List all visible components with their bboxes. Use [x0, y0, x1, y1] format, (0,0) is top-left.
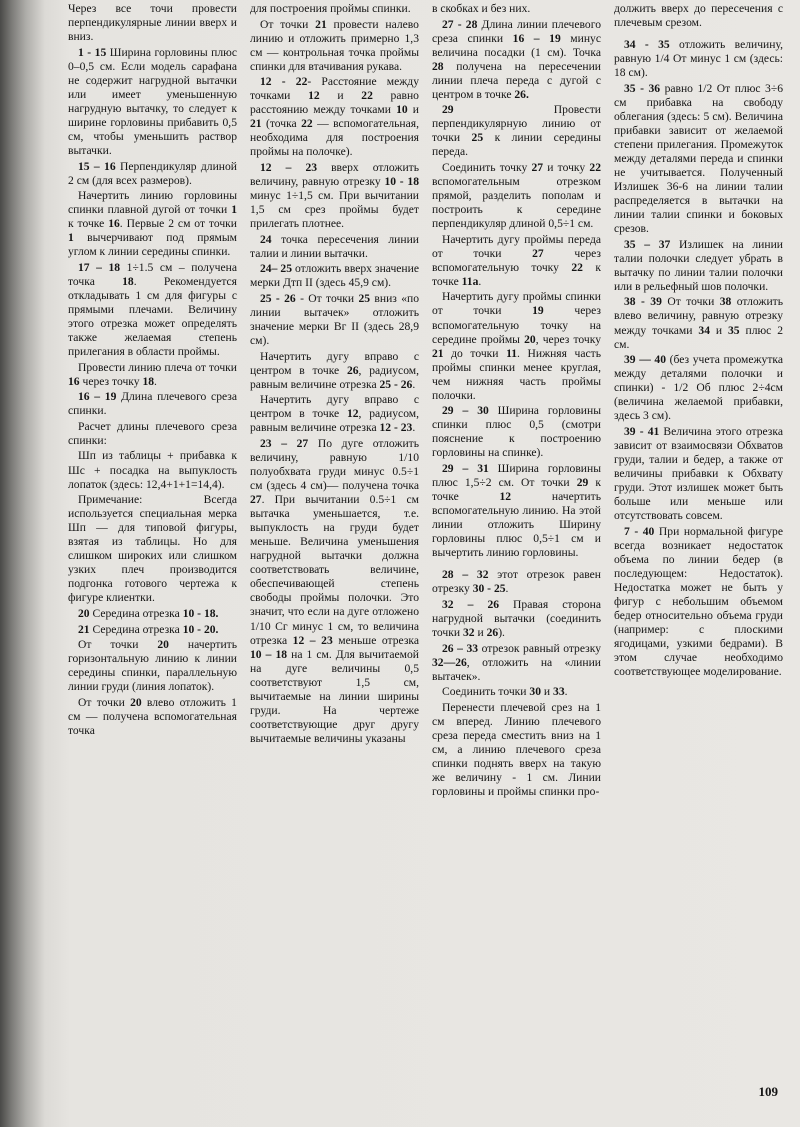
text-run: для построения проймы спинки.	[250, 2, 411, 15]
text-run: Начертить дугу вправо с центром в точке	[250, 349, 419, 377]
text-run: через вспомогательную точку на середине проймы	[432, 304, 601, 346]
text-run: . При вычитании 0.5÷1 см вытачка уменьшается, т.е. выпуклость на груди будет меньше. Величина уменьшения нагрудной вытачки должна соответствовать величине, обеспечивающей степень свободы проймы полочки. Это значит, что если на дуге отложено 1/10 Сг минус 1 см, то величина отрезка	[250, 493, 419, 647]
text-run: и	[407, 103, 419, 117]
text-run: к линии середины переда.	[432, 131, 601, 159]
text-run: минус 1÷1,5 см. При вычитании 1,5 см срез проймы будет прилегать плотнее.	[250, 189, 419, 231]
paragraph	[432, 161, 601, 231]
point-reference: 27	[531, 161, 544, 175]
text-run: Ширина горловины спинки плюс 0,5 (смотри пояснение к построению горловины на спинке).	[432, 404, 601, 460]
paragraph	[68, 607, 237, 621]
point-reference: 39 — 40	[624, 353, 667, 367]
text-run: плюс 2 см.	[614, 323, 783, 351]
paragraph	[68, 2, 237, 44]
paragraph	[614, 38, 783, 80]
text-run: .	[412, 421, 416, 435]
point-reference: 26	[346, 363, 359, 377]
text-run: до точки	[443, 346, 507, 360]
paragraph	[432, 404, 601, 460]
paragraph	[68, 696, 237, 738]
paragraph	[432, 701, 601, 799]
point-reference: 35 – 37	[624, 237, 671, 251]
paragraph	[68, 390, 237, 418]
text-run: , радиусом, равным величине отрезка	[250, 407, 419, 435]
text-run: отложить величину, равную 1/4 От минус 1 см (здесь: 18 см).	[614, 38, 783, 80]
paragraph	[432, 462, 601, 560]
point-reference: 23 – 27	[260, 436, 309, 450]
text-run: Начертить дугу проймы спинки от точки	[432, 290, 601, 318]
point-reference: 20	[157, 638, 169, 652]
point-reference: 32	[462, 626, 475, 640]
text-run: Длина линии плечевого среза спинки	[432, 17, 601, 45]
text-run: Начертить дугу проймы переда от точки	[432, 232, 601, 260]
point-reference: 24	[260, 232, 272, 246]
text-column-4	[614, 2, 783, 1062]
text-run: Ширина горловины плюс 0–0,5 см. Если модель сарафана не содержит нагрудной вытачки или имеет уменьшенную нагрудную вытачку, то следует к ширине горловины прибавить 0,5 см, чтобы уменьшить раствор вытачки.	[68, 45, 237, 157]
paragraph	[68, 46, 237, 158]
point-reference: 26.	[514, 87, 529, 101]
text-run: .	[564, 685, 568, 699]
text-run: этот отрезок равен отрезку	[432, 568, 601, 596]
paragraph	[614, 82, 783, 237]
text-run: При нормальной фигуре всегда возникает недостаток объема по линии бедер (в последующем: Недостаток). Недостатка может не быть у фигур с небольшим объемом бедер относительно объема груди (например: с плоскими ягодицами, узкими бедрами). В этом случае необходимо соответствующее моделирование.	[614, 524, 783, 679]
point-reference: 27 - 28	[442, 17, 478, 31]
point-reference: 11	[506, 346, 518, 360]
point-reference: 29	[576, 476, 589, 490]
text-run: Излишек на линии талии полочки следует убрать в вытачку по линии талии полочки или в рельефный шов полочки.	[614, 237, 783, 293]
text-run: Величина этого отрезка зависит от взаимосвязи Обхватов груди, талии и бедер, а также от величины прибавки к Обхвату груди. Этот излишек может быть больше или меньше или отсутствовать совсем.	[614, 424, 783, 523]
text-run: на 1 см. Для вычитаемой на дуге величины 0,5 соответствуют 1,5 см, вычитаемые на линии ширины груди. На чертеже соответствующие друг другу вычитаемые величины указаны	[250, 647, 419, 745]
point-reference: 12	[499, 490, 512, 504]
text-run: - Расстояние между точками	[250, 75, 419, 103]
point-reference: 18	[122, 274, 134, 288]
point-reference: 38 - 39	[624, 295, 662, 309]
point-reference: 15 – 16	[78, 159, 116, 173]
text-run: вверх отложить величину, равную отрезку	[250, 161, 419, 189]
text-run: и	[319, 89, 362, 103]
paragraph	[250, 292, 419, 348]
point-reference: 25 - 26	[379, 377, 413, 391]
text-run: ).	[498, 626, 505, 640]
paragraph	[250, 161, 419, 231]
text-run: (точка	[261, 117, 302, 131]
paragraph	[250, 393, 419, 435]
text-run: Через все точи провести перпендикулярные линии вверх и вниз.	[68, 2, 237, 44]
point-reference: 20	[78, 606, 90, 620]
point-reference: 18	[142, 374, 155, 388]
point-reference: 34	[698, 323, 710, 337]
paragraph	[432, 598, 601, 640]
paragraph	[614, 295, 783, 351]
paragraph	[250, 437, 419, 746]
text-run: Середина отрезка	[89, 606, 183, 620]
text-run: и	[474, 626, 487, 640]
point-reference: 30 - 25	[472, 582, 506, 596]
text-run: отложить влево величину, равную отрезку между точками	[614, 295, 783, 337]
point-reference: 21	[78, 622, 90, 636]
point-reference: 39 - 41	[624, 424, 660, 438]
text-run: Перенести плечевой срез на 1 см вперед. Линию плечевого среза переда сместить вниз на 1 см, а линию плечевого среза спинки поднять вверх на такую же величину - 1 см. Линии горловины и проймы спинки про-	[432, 700, 601, 799]
text-run: . Нижняя часть проймы спинки менее круглая, чем нижняя часть проймы полочки.	[432, 346, 601, 402]
paragraph	[68, 261, 237, 359]
point-reference: 10 - 18.	[182, 606, 219, 620]
text-run: Шп из таблицы + прибавка к Шс + посадка на выпуклость лопаток (здесь: 12,4+1+1=14,4).	[68, 449, 237, 491]
point-reference: 10 - 20.	[182, 622, 219, 636]
text-column-3	[432, 2, 601, 1062]
paragraph	[432, 290, 601, 402]
point-reference: 16 – 19	[512, 31, 561, 45]
text-run: Примечание: Всегда используется специальная мерка Шп — для типовой фигуры, взятая из таблицы. Но для слишком широких или слишком узких плеч производится подгонка готового чертежа к фигуре клиентки.	[68, 493, 237, 605]
text-run: вспомогательным отрезком прямой, разделить пополам и построить к середине перпендикуляр длиной 0,5÷1 см.	[432, 175, 601, 231]
text-run: Перпендикуляр длиной 2 см (для всех размеров).	[68, 159, 237, 187]
text-run: От точки	[78, 695, 131, 709]
text-run: Провести перпендикулярную линию от точки	[432, 103, 601, 145]
text-run: , радиусом, равным величине отрезка	[250, 363, 419, 391]
text-run: (без учета промежутка между деталями полочки и спинки) - 1/2 Об плюс 2÷4см (величина желаемой прибавки, здесь 3 см).	[614, 353, 783, 423]
text-run: к точке	[432, 476, 601, 504]
point-reference: 29 – 31	[442, 462, 489, 475]
text-run: минус величина посадки (1 см). Точка	[432, 31, 601, 59]
text-run: — вспомогательная, необходима для построения проймы на полочке).	[250, 117, 419, 159]
point-reference: 12 – 23	[292, 633, 333, 647]
text-run: . Рекомендуется откладывать 1 см для фигуры с прямыми плечами. Величину этого отрезка может определять также желаемая степень прилегания в области проймы.	[68, 274, 237, 359]
paragraph	[68, 493, 237, 605]
paragraph	[432, 2, 601, 16]
paragraph	[250, 75, 419, 159]
point-reference: 17 – 18	[78, 260, 121, 274]
point-reference: 20	[524, 332, 536, 346]
point-reference: 11a	[461, 274, 479, 288]
paragraph	[432, 568, 601, 596]
paragraph	[68, 449, 237, 491]
paragraph	[250, 18, 419, 74]
text-run: Провести линию плеча от точки	[78, 360, 237, 374]
text-run: Соединить точку	[442, 161, 532, 175]
point-reference: 12 - 22	[260, 75, 308, 89]
text-run: вниз «по линии вытачек» отложить значение мерки Вг II (здесь 28,9 см).	[250, 291, 419, 348]
text-run: .	[412, 377, 416, 391]
text-run: Середина отрезка	[89, 622, 183, 636]
point-reference: 38	[719, 295, 732, 309]
point-reference: 21	[250, 117, 262, 131]
text-run: - От точки	[295, 291, 359, 305]
point-reference: 32 – 26	[442, 597, 500, 611]
paragraph	[68, 638, 237, 694]
point-reference: 1 - 15	[78, 45, 107, 59]
point-reference: 22	[589, 161, 601, 175]
point-reference: 26	[486, 626, 499, 640]
point-reference: 28 – 32	[442, 568, 489, 582]
point-reference: 10	[396, 103, 408, 117]
text-run: к точке	[68, 217, 109, 231]
paragraph	[614, 425, 783, 523]
text-run: Длина плечевого среза спинки.	[68, 390, 237, 418]
paragraph	[68, 420, 237, 448]
text-run: , через точку	[535, 332, 601, 346]
text-column-2	[250, 2, 419, 1062]
paragraph	[614, 238, 783, 294]
text-run: влево отложить 1 см — получена вспомогательная точка	[68, 695, 237, 737]
point-reference: 32—26	[432, 655, 467, 669]
paragraph	[614, 353, 783, 423]
text-run: От точки	[260, 17, 316, 31]
point-reference: 29	[442, 103, 454, 117]
point-reference: 30	[529, 685, 541, 699]
text-run: провести налево линию и отложить примерно 1,3 см — контрольная точка проймы спинки для втачивания рукава.	[250, 17, 419, 73]
text-run: , отложить на «линии вытачек».	[432, 655, 601, 683]
point-reference: 21	[432, 346, 444, 360]
text-run: меньше отрезка	[332, 633, 419, 647]
text-run: Начертить линию горловины спинки плавной дугой от точки	[68, 189, 237, 217]
point-reference: 12 - 23	[379, 421, 413, 435]
point-reference: 19	[532, 304, 544, 318]
text-run: отложить вверх значение мерки Дтп II (здесь 45,9 см).	[250, 262, 419, 290]
paragraph	[68, 189, 237, 259]
point-reference: 22	[301, 117, 313, 131]
text-column-1	[68, 2, 237, 1062]
paragraph	[614, 2, 783, 30]
point-reference: 29 – 30	[442, 404, 489, 418]
paragraph	[432, 18, 601, 102]
point-reference: 16	[108, 217, 120, 231]
point-reference: 33	[553, 685, 565, 699]
text-run: и	[709, 323, 728, 337]
text-run: .	[505, 582, 509, 596]
text-run: .	[154, 374, 157, 388]
text-run: начертить горизонтальную линию к линии середины спинки, параллельную линии груди (линия лопаток).	[68, 638, 237, 694]
paragraph	[250, 262, 419, 290]
point-reference: 27	[532, 246, 544, 260]
text-run: Правая сторона нагрудной вытачки (соединить точки	[432, 597, 601, 640]
point-reference: 27	[250, 493, 262, 507]
text-run: отрезок равный отрезку	[478, 641, 601, 655]
point-reference: 10 – 18	[250, 647, 288, 661]
text-run: Расчет длины плечевого среза спинки:	[68, 419, 237, 447]
text-run: . Первые 2 см от точки	[119, 217, 237, 231]
text-run: равно 1/2 От плюс 3÷6 см прибавка на свободу облегания (здесь: 5 см). Величина прибавки зависит от желаемой степени прилегания. Промежуток между деталями переда и спинки не учитывается. Полученный Излишек 36-6 на линии талии распределяется в вытачки на линии талии спинки и боковых срезов.	[614, 81, 783, 236]
text-run: и точку	[543, 161, 590, 175]
text-run: равно расстоянию между точками	[250, 89, 419, 117]
point-reference: 26 – 33	[442, 641, 479, 655]
text-run: Начертить дугу вправо с центром в точке	[250, 393, 419, 421]
page-number: 109	[758, 1084, 778, 1099]
point-reference: 12 – 23	[260, 161, 318, 175]
point-reference: 35 - 36	[624, 81, 661, 95]
point-reference: 25	[471, 131, 484, 145]
text-run: и	[541, 685, 554, 699]
paragraph	[68, 160, 237, 188]
text-run: .	[478, 274, 482, 288]
point-reference: 16	[68, 374, 80, 388]
point-reference: 1	[231, 203, 237, 217]
text-run: От точки	[78, 638, 158, 652]
point-reference: 25	[358, 291, 371, 305]
paragraph	[68, 623, 237, 637]
point-reference: 20	[130, 695, 142, 709]
paragraph	[432, 103, 601, 159]
text-run: получена на пересечении линии плеча переда с дугой с центром в точке	[432, 59, 601, 101]
paragraph	[432, 685, 601, 699]
text-run: По дуге отложить величину, равную 1/10 полуобхвата груди минус 0.5÷1 см (здесь 4 см)— получена точка	[250, 436, 419, 493]
text-run: точка пересечения линии талии и линии вытачки.	[250, 232, 419, 260]
text-run: должить вверх до пересечения с плечевым срезом.	[614, 2, 783, 30]
point-reference: 1	[68, 231, 74, 245]
text-columns	[68, 2, 783, 1062]
paragraph	[432, 642, 601, 684]
point-reference: 35	[728, 323, 740, 337]
point-reference: 25 - 26	[260, 291, 296, 305]
text-run: начертить вспомогательную линию. На этой линии отложить Ширину горловины плюс 0,5÷1 см и вычертить линию горловины.	[432, 490, 601, 560]
text-run: 1÷1.5 см – получена точка	[68, 260, 237, 288]
text-run: вычерчивают под прямым углом к линии середины спинки.	[68, 231, 237, 259]
point-reference: 22	[571, 260, 583, 274]
point-reference: 24– 25	[260, 262, 293, 276]
point-reference: 34 - 35	[624, 38, 670, 52]
paragraph	[68, 361, 237, 389]
point-reference: 16 – 19	[78, 390, 117, 404]
paragraph	[250, 2, 419, 16]
paragraph	[250, 350, 419, 392]
paragraph	[432, 233, 601, 289]
point-reference: 7 - 40	[624, 524, 655, 538]
text-run: через точку	[79, 374, 143, 388]
point-reference: 22	[361, 89, 373, 103]
point-reference: 10 - 18	[384, 175, 419, 189]
paragraph	[614, 525, 783, 680]
point-reference: 12	[346, 407, 359, 421]
point-reference: 12	[308, 89, 320, 103]
paragraph	[250, 233, 419, 261]
point-reference: 21	[315, 17, 327, 31]
text-run: через вспомогательную точку	[432, 246, 601, 274]
text-run: От точки	[661, 295, 720, 309]
text-run: Соединить точки	[442, 685, 530, 699]
text-run: к точке	[432, 260, 601, 288]
text-run: в скобках и без них.	[432, 2, 531, 15]
point-reference: 28	[432, 59, 444, 73]
text-run: Ширина горловины плюс 1,5÷2 см. От точки	[432, 462, 601, 490]
